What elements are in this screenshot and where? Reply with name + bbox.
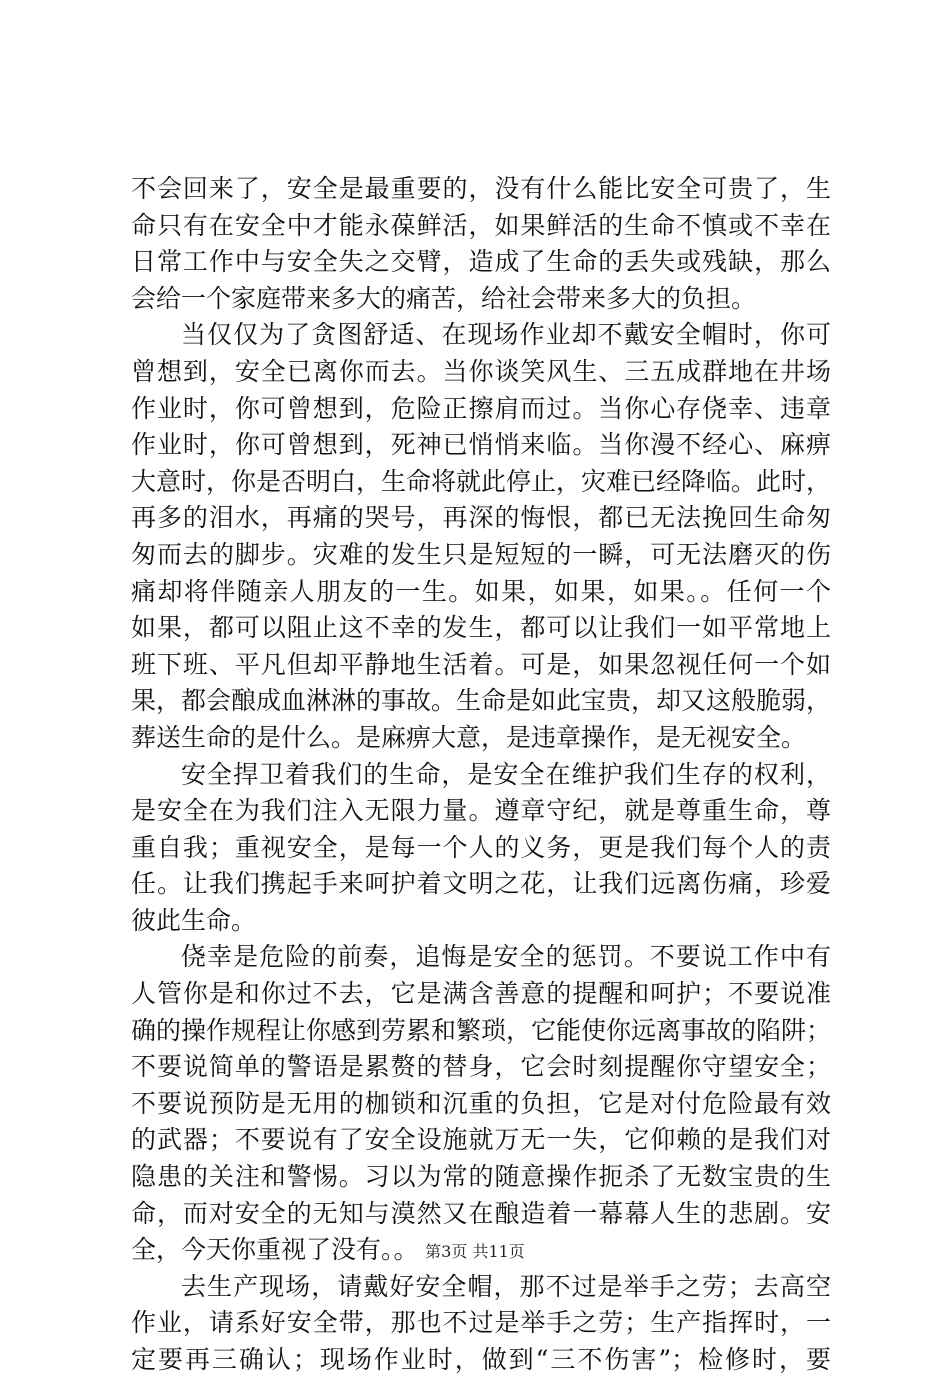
text-line: 不要说简单的警语是累赘的替身，它会时刻提醒你守望安全； bbox=[131, 1052, 831, 1082]
text-line: 命只有在安全中才能永葆鲜活，如果鲜活的生命不慎或不幸在 bbox=[131, 210, 831, 240]
text-line: 安全捍卫着我们的生命，是安全在维护我们生存的权利， bbox=[181, 759, 831, 789]
text-line: 重自我；重视安全，是每一个人的义务，更是我们每个人的责 bbox=[131, 832, 831, 862]
text-line: 定要再三确认；现场作业时，做到“三不伤害”；检修时，要 bbox=[131, 1345, 831, 1374]
text-line: 隐患的关注和警惕。习以为常的随意操作扼杀了无数宝贵的生 bbox=[131, 1162, 831, 1192]
text-line: 全，今天你重视了没有。。 bbox=[131, 1235, 419, 1265]
text-line: 的武器；不要说有了安全设施就万无一失，它仰赖的是我们对 bbox=[131, 1125, 831, 1155]
text-line: 确的操作规程让你感到劳累和繁琐，它能使你远离事故的陷阱； bbox=[131, 1015, 832, 1045]
text-line: 不要说预防是无用的枷锁和沉重的负担，它是对付危险最有效 bbox=[131, 1088, 831, 1118]
text-line: 会给一个家庭带来多大的痛苦，给社会带来多大的负担。 bbox=[131, 283, 757, 313]
text-line: 匆而去的脚步。灾难的发生只是短短的一瞬，可无法磨灭的伤 bbox=[131, 539, 831, 569]
text-line: 任。让我们携起手来呵护着文明之花，让我们远离伤痛，珍爱 bbox=[131, 869, 831, 899]
text-line: 作业时，你可曾想到，死神已悄悄来临。当你漫不经心、麻痹 bbox=[131, 430, 831, 460]
text-line: 命，而对安全的无知与漠然又在酿造着一幕幕人生的悲剧。安 bbox=[131, 1198, 831, 1228]
text-line: 痛却将伴随亲人朋友的一生。如果，如果，如果。。任何一个 bbox=[131, 576, 831, 606]
text-line: 日常工作中与安全失之交臂，造成了生命的丢失或残缺，那么 bbox=[131, 247, 831, 277]
text-line: 再多的泪水，再痛的哭号，再深的悔恨，都已无法挽回生命匆 bbox=[131, 503, 831, 533]
text-line: 作业，请系好安全带，那也不过是举手之劳；生产指挥时，一 bbox=[131, 1308, 831, 1338]
text-line: 侥幸是危险的前奏，追悔是安全的惩罚。不要说工作中有 bbox=[181, 942, 831, 972]
text-line: 果，都会酿成血淋淋的事故。生命是如此宝贵，却又这般脆弱， bbox=[131, 686, 832, 716]
text-line: 不会回来了，安全是最重要的，没有什么能比安全可贵了，生 bbox=[131, 174, 831, 203]
document-body bbox=[131, 171, 831, 1379]
text-line: 人管你是和你过不去，它是满含善意的提醒和呵护；不要说准 bbox=[131, 979, 831, 1009]
page-footer: 第3页 共11页 bbox=[425, 1242, 525, 1261]
text-line: 是安全在为我们注入无限力量。遵章守纪，就是尊重生命，尊 bbox=[131, 796, 831, 826]
text-line: 葬送生命的是什么。是麻痹大意，是违章操作，是无视安全。 bbox=[131, 722, 807, 752]
text-line: 彼此生命。 bbox=[131, 905, 257, 935]
text-line: 大意时，你是否明白，生命将就此停止，灾难已经降临。此时， bbox=[131, 466, 832, 496]
text-line: 曾想到，安全已离你而去。当你谈笑风生、三五成群地在井场 bbox=[131, 356, 831, 386]
text-line: 当仅仅为了贪图舒适、在现场作业却不戴安全帽时，你可 bbox=[181, 320, 831, 350]
text-line: 班下班、平凡但却平静地生活着。可是，如果忽视任何一个如 bbox=[131, 649, 831, 679]
text-line: 如果，都可以阻止这不幸的发生，都可以让我们一如平常地上 bbox=[131, 613, 831, 643]
text-line: 去生产现场，请戴好安全帽，那不过是举手之劳；去高空 bbox=[181, 1271, 831, 1301]
text-line: 作业时，你可曾想到，危险正擦肩而过。当你心存侥幸、违章 bbox=[131, 393, 831, 423]
